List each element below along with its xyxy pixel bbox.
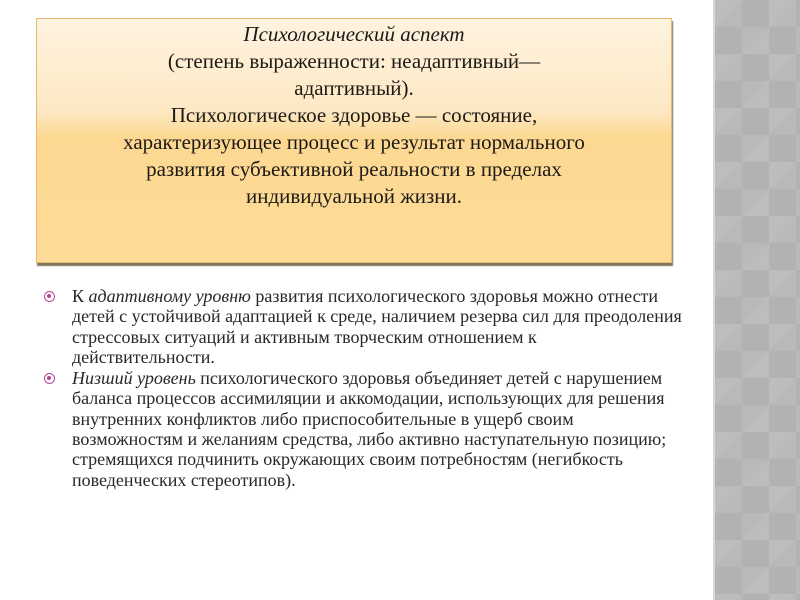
bullet-prefix: К (72, 286, 89, 306)
bullet-emphasis: адаптивному уровню (88, 286, 251, 306)
circle-dot-bullet-icon (44, 373, 55, 384)
bullet-text: психологического здоровья объединяет детей с нарушением баланса процессов ассимиляции и аккомодации, использующих для решения внутренних конфликтов либо приспособительные в ущерб своим возможностям и желаниям средства, либо активно наступательную позицию; стремящихся подчинить окружающих своим потребностям (негибкость поведенческих стереотипов). (72, 368, 667, 490)
bullet-text: развития психологического здоровья можно отнести детей с устойчивой адаптацией к среде, наличием резерва сил для преодоления стрессовых ситуаций и активным творческим отношением к действительности. (72, 286, 682, 367)
callout-line: адаптивный). (294, 76, 414, 100)
bullet-item-low-level (44, 368, 684, 490)
callout-line: характеризующее процесс и результат нормального (123, 130, 585, 154)
callout-heading: Психологический аспект (243, 22, 465, 46)
callout-line: индивидуальной жизни. (245, 184, 463, 208)
definition-callout-box (36, 18, 672, 263)
circle-dot-bullet-icon (44, 291, 55, 302)
callout-line: Психологическое здоровье — состояние, (170, 103, 538, 127)
callout-line: развития субъективной реальности в пределах (146, 157, 562, 181)
bullet-list (44, 286, 684, 491)
decorative-side-strip (713, 0, 800, 600)
bullet-emphasis: Низший уровень (72, 368, 196, 389)
bullet-item-adaptive-level (44, 286, 684, 367)
callout-line: (степень выраженности: неадаптивный— (167, 49, 541, 73)
